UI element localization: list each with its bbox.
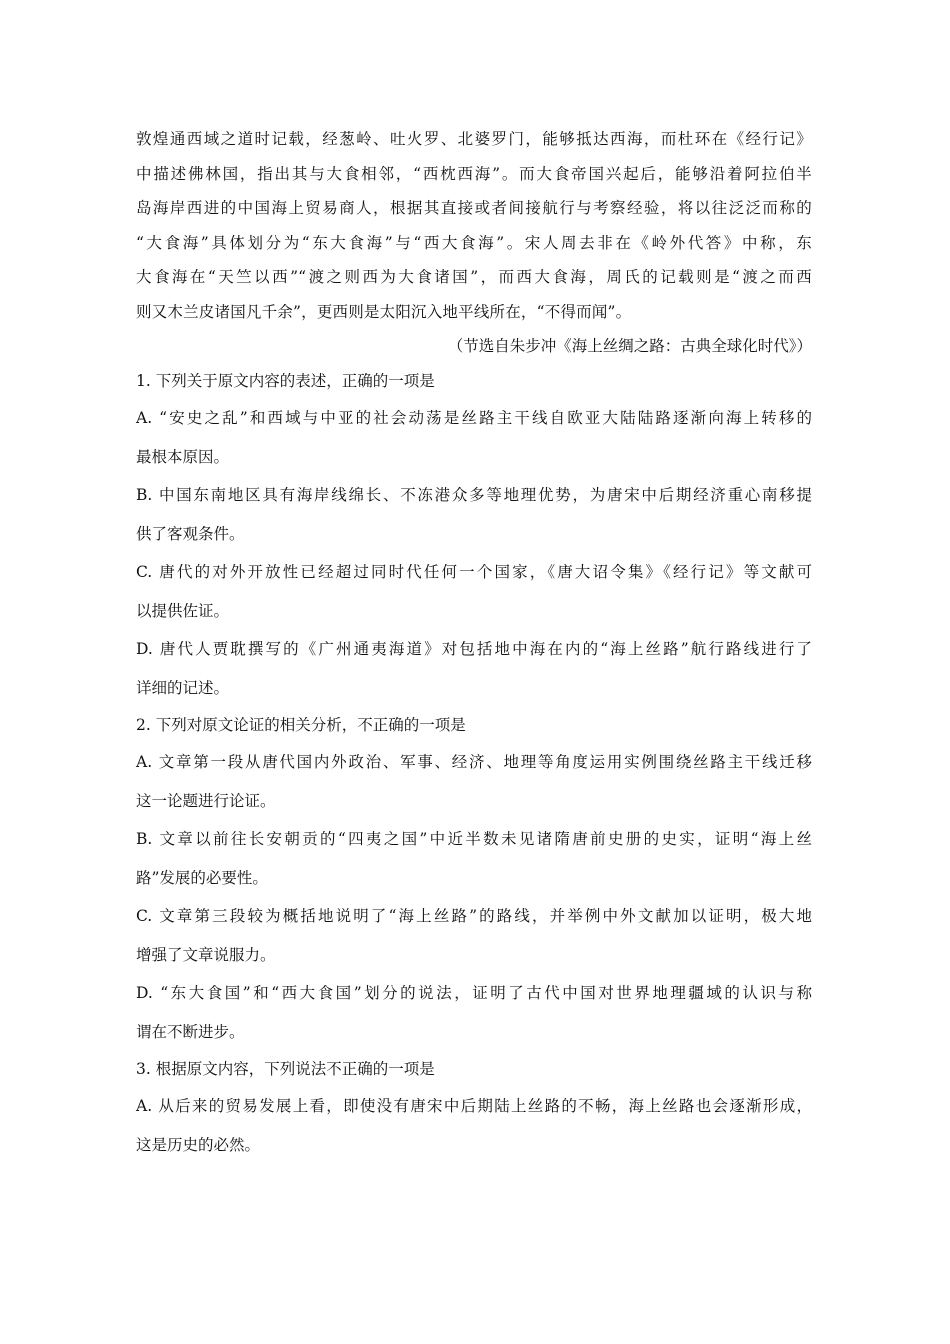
option-line: 最根本原因。 xyxy=(136,447,230,466)
passage-line: 则又木兰皮诸国凡千余”，更西则是太阳沉入地平线所在，“不得而闻”。 xyxy=(136,302,632,321)
option-line: B. 文章以前往长安朝贡的“四夷之国”中近半数未见诸隋唐前史册的史实，证明“海上丝 xyxy=(136,830,812,848)
option-line: 以提供佐证。 xyxy=(136,601,230,620)
option-line: 详细的记述。 xyxy=(136,678,230,697)
option-line: A. “安史之乱”和西域与中亚的社会动荡是丝路主干线自欧亚大陆陆路逐渐向海上转移的 xyxy=(136,409,812,427)
question-stem: 3. 根据原文内容，下列说法不正确的一项是 xyxy=(136,1060,435,1078)
option-d xyxy=(136,630,812,707)
question-3 xyxy=(136,1051,812,1164)
option-d xyxy=(136,974,812,1051)
option-a xyxy=(136,1087,812,1164)
option-a xyxy=(136,743,812,820)
document-page xyxy=(136,122,812,1164)
option-c xyxy=(136,553,812,630)
option-line: C. 文章第三段较为概括地说明了“海上丝路”的路线，并举例中外文献加以证明，极大地 xyxy=(136,907,812,925)
passage-line: 敦煌通西域之道时记载，经葱岭、吐火罗、北婆罗门，能够抵达西海，而杜环在《经行记》 xyxy=(136,130,812,148)
option-line: A. 文章第一段从唐代国内外政治、军事、经济、地理等角度运用实例围绕丝路主干线迁移 xyxy=(136,753,812,771)
question-stem: 1. 下列关于原文内容的表述，正确的一项是 xyxy=(136,372,435,390)
option-line: D. “东大食国”和“西大食国”划分的说法，证明了古代中国对世界地理疆域的认识与称 xyxy=(136,984,812,1002)
option-line: B. 中国东南地区具有海岸线绵长、不冻港众多等地理优势，为唐宋中后期经济重心南移提 xyxy=(136,486,812,504)
option-a xyxy=(136,399,812,476)
option-line: 谓在不断进步。 xyxy=(136,1022,245,1041)
option-line: A. 从后来的贸易发展上看，即使没有唐宋中后期陆上丝路的不畅，海上丝路也会逐渐形成， xyxy=(136,1097,812,1115)
passage-source: （节选自朱步冲《海上丝绸之路：古典全球化时代》） xyxy=(447,337,812,355)
option-line: 路”发展的必要性。 xyxy=(136,868,268,887)
option-line: 这一论题进行论证。 xyxy=(136,791,276,810)
passage-line: 大食海在“天竺以西”“渡之则西为大食诸国”，而西大食海，周氏的记载则是“渡之而西 xyxy=(136,268,812,286)
passage-text xyxy=(136,122,812,329)
question-stem: 2. 下列对原文论证的相关分析，不正确的一项是 xyxy=(136,716,466,734)
option-line: D. 唐代人贾耽撰写的《广州通夷海道》对包括地中海在内的“海上丝路”航行路线进行了 xyxy=(136,640,812,658)
option-b xyxy=(136,476,812,553)
passage-line: 岛海岸西进的中国海上贸易商人，根据其直接或者间接航行与考察经验，将以往泛泛而称的 xyxy=(136,199,812,217)
passage-line: 中描述佛林国，指出其与大食相邻，“西枕西海”。而大食帝国兴起后，能够沿着阿拉伯半 xyxy=(136,164,812,183)
question-1 xyxy=(136,363,812,707)
question-2 xyxy=(136,707,812,1051)
option-line: 供了客观条件。 xyxy=(136,524,245,543)
passage-line: “大食海”具体划分为“东大食海”与“西大食海”。宋人周去非在《岭外代答》中称，东 xyxy=(136,233,812,252)
option-line: C. 唐代的对外开放性已经超过同时代任何一个国家，《唐大诏令集》《经行记》等文献可 xyxy=(136,563,812,581)
option-line: 这是历史的必然。 xyxy=(136,1135,261,1154)
option-c xyxy=(136,897,812,974)
option-line: 增强了文章说服力。 xyxy=(136,945,276,964)
option-b xyxy=(136,820,812,897)
